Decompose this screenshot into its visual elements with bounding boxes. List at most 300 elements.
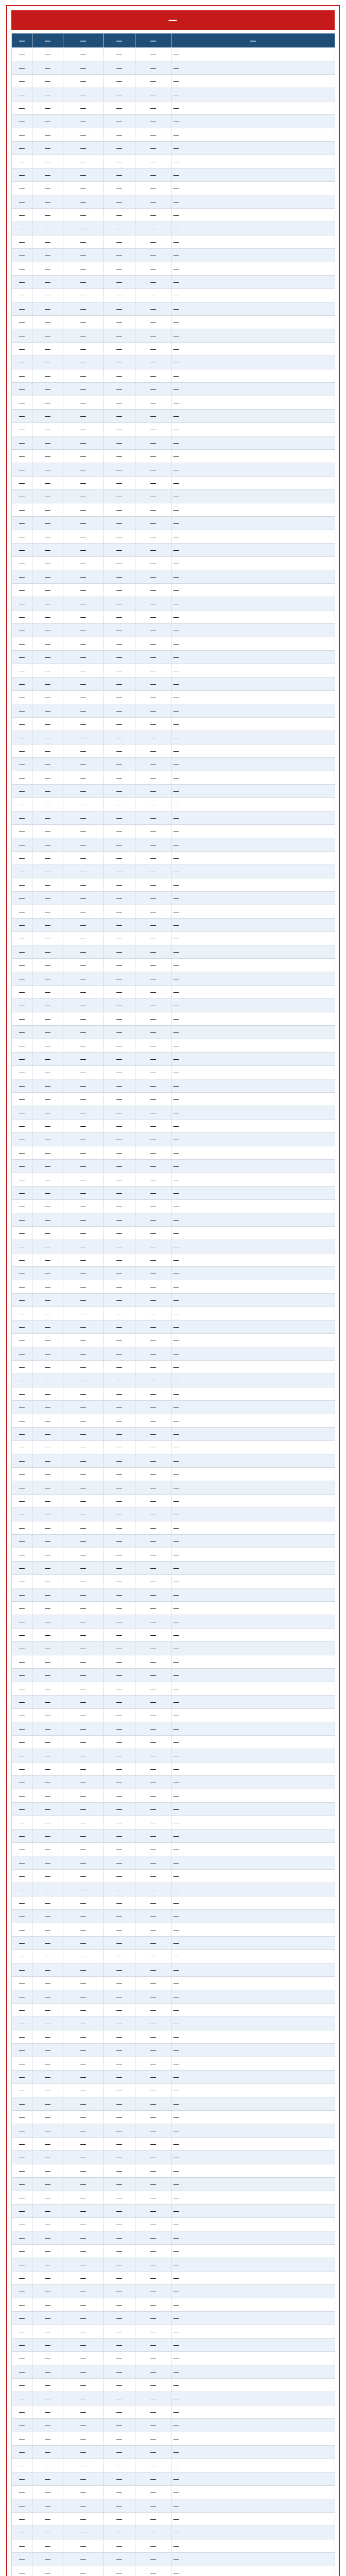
cell-no: — [12, 2472, 32, 2486]
cell-name: — [103, 383, 135, 396]
cell-stage: — [32, 1374, 63, 1387]
cell-name: — [103, 2030, 135, 2044]
cell-subject: — [63, 222, 103, 235]
cell-area: — [135, 356, 171, 369]
cell-area: — [135, 1053, 171, 1066]
cell-subject: — [63, 1160, 103, 1173]
cell-area: — [135, 222, 171, 235]
cell-no: — [12, 1521, 32, 1535]
cell-area: — [135, 195, 171, 209]
cell-subject: — [63, 691, 103, 704]
cell-stage: — [32, 2097, 63, 2111]
table-row [12, 1535, 335, 1548]
cell-school: — [171, 2513, 335, 2526]
cell-subject: — [63, 1320, 103, 1334]
table-row [12, 1602, 335, 1615]
cell-stage: — [32, 302, 63, 316]
cell-no: — [12, 691, 32, 704]
cell-subject: — [63, 1963, 103, 1977]
cell-area: — [135, 2057, 171, 2071]
cell-no: — [12, 1441, 32, 1454]
cell-no: — [12, 1629, 32, 1642]
table-row [12, 1669, 335, 1682]
cell-no: — [12, 2017, 32, 2030]
cell-no: — [12, 1937, 32, 1950]
cell-area: — [135, 503, 171, 517]
cell-area: — [135, 999, 171, 1012]
cell-name: — [103, 2526, 135, 2539]
table-row [12, 1548, 335, 1562]
cell-no: — [12, 1602, 32, 1615]
table-row [12, 999, 335, 1012]
cell-subject: — [63, 999, 103, 1012]
cell-stage: — [32, 1267, 63, 1280]
cell-name: — [103, 2379, 135, 2392]
table-row [12, 1012, 335, 1026]
cell-stage: — [32, 557, 63, 570]
cell-area: — [135, 731, 171, 744]
cell-no: — [12, 677, 32, 691]
cell-school: — [171, 517, 335, 530]
cell-name: — [103, 1923, 135, 1937]
cell-name: — [103, 1937, 135, 1950]
cell-name: — [103, 731, 135, 744]
cell-no: — [12, 1803, 32, 1816]
cell-no: — [12, 1870, 32, 1883]
cell-no: — [12, 302, 32, 316]
table-row [12, 811, 335, 825]
cell-no: — [12, 1655, 32, 1669]
cell-subject: — [63, 1562, 103, 1575]
cell-subject: — [63, 1923, 103, 1937]
cell-subject: — [63, 637, 103, 651]
table-row [12, 88, 335, 101]
cell-subject: — [63, 2030, 103, 2044]
cell-no: — [12, 356, 32, 369]
cell-no: — [12, 235, 32, 249]
cell-name: — [103, 1053, 135, 1066]
cell-name: — [103, 691, 135, 704]
cell-name: — [103, 142, 135, 155]
cell-stage: — [32, 2472, 63, 2486]
cell-area: — [135, 1655, 171, 1669]
cell-no: — [12, 1187, 32, 1200]
cell-school: — [171, 1253, 335, 1267]
cell-school: — [171, 691, 335, 704]
cell-school: — [171, 731, 335, 744]
table-row [12, 1762, 335, 1776]
cell-school: — [171, 718, 335, 731]
cell-subject: — [63, 2459, 103, 2472]
cell-name: — [103, 1521, 135, 1535]
cell-school: — [171, 1762, 335, 1776]
cell-subject: — [63, 2258, 103, 2272]
cell-school: — [171, 704, 335, 718]
header-no: — [12, 33, 32, 48]
cell-area: — [135, 2138, 171, 2151]
cell-area: — [135, 2419, 171, 2432]
cell-no: — [12, 1401, 32, 1414]
cell-stage: — [32, 222, 63, 235]
cell-subject: — [63, 503, 103, 517]
cell-no: — [12, 557, 32, 570]
cell-school: — [171, 1776, 335, 1789]
cell-name: — [103, 101, 135, 115]
cell-stage: — [32, 1093, 63, 1106]
cell-school: — [171, 1361, 335, 1374]
cell-stage: — [32, 1829, 63, 1843]
cell-name: — [103, 2218, 135, 2231]
cell-school: — [171, 249, 335, 262]
cell-stage: — [32, 168, 63, 182]
cell-no: — [12, 1066, 32, 1079]
cell-school: — [171, 1883, 335, 1896]
cell-stage: — [32, 637, 63, 651]
cell-stage: — [32, 1749, 63, 1762]
cell-name: — [103, 865, 135, 878]
cell-name: — [103, 905, 135, 919]
cell-no: — [12, 1990, 32, 2004]
cell-school: — [171, 2138, 335, 2151]
cell-school: — [171, 276, 335, 289]
table-row [12, 2365, 335, 2379]
cell-area: — [135, 369, 171, 383]
cell-name: — [103, 892, 135, 905]
cell-stage: — [32, 986, 63, 999]
cell-school: — [171, 2084, 335, 2097]
cell-name: — [103, 1655, 135, 1669]
table-row [12, 704, 335, 718]
cell-stage: — [32, 115, 63, 128]
cell-stage: — [32, 1709, 63, 1722]
cell-stage: — [32, 343, 63, 356]
table-row [12, 249, 335, 262]
cell-subject: — [63, 2486, 103, 2499]
cell-area: — [135, 1736, 171, 1749]
cell-stage: — [32, 75, 63, 88]
cell-subject: — [63, 1829, 103, 1843]
cell-stage: — [32, 356, 63, 369]
header-stage: — [32, 33, 63, 48]
cell-name: — [103, 1120, 135, 1133]
cell-name: — [103, 1950, 135, 1963]
cell-area: — [135, 1441, 171, 1454]
cell-name: — [103, 919, 135, 932]
cell-subject: — [63, 168, 103, 182]
cell-stage: — [32, 530, 63, 544]
cell-name: — [103, 1093, 135, 1106]
cell-area: — [135, 919, 171, 932]
cell-stage: — [32, 262, 63, 276]
cell-name: — [103, 2138, 135, 2151]
table-row [12, 2272, 335, 2285]
cell-school: — [171, 1481, 335, 1495]
table-row [12, 718, 335, 731]
cell-name: — [103, 1829, 135, 1843]
cell-subject: — [63, 2191, 103, 2205]
cell-name: — [103, 677, 135, 691]
cell-no: — [12, 2057, 32, 2071]
cell-stage: — [32, 2164, 63, 2178]
cell-stage: — [32, 276, 63, 289]
cell-stage: — [32, 1588, 63, 1602]
cell-name: — [103, 1816, 135, 1829]
cell-subject: — [63, 2392, 103, 2405]
cell-school: — [171, 1789, 335, 1803]
cell-stage: — [32, 1387, 63, 1401]
cell-area: — [135, 704, 171, 718]
cell-name: — [103, 410, 135, 423]
cell-name: — [103, 2231, 135, 2245]
cell-area: — [135, 2365, 171, 2379]
cell-name: — [103, 1200, 135, 1213]
cell-area: — [135, 1280, 171, 1294]
cell-school: — [171, 651, 335, 664]
cell-name: — [103, 2432, 135, 2446]
cell-stage: — [32, 1736, 63, 1749]
cell-area: — [135, 2111, 171, 2124]
cell-stage: — [32, 1253, 63, 1267]
cell-no: — [12, 1253, 32, 1267]
cell-stage: — [32, 1200, 63, 1213]
cell-name: — [103, 115, 135, 128]
cell-name: — [103, 664, 135, 677]
cell-no: — [12, 1856, 32, 1870]
header-area: — [135, 33, 171, 48]
cell-stage: — [32, 1280, 63, 1294]
cell-school: — [171, 932, 335, 945]
cell-area: — [135, 744, 171, 758]
cell-stage: — [32, 2044, 63, 2057]
cell-area: — [135, 2472, 171, 2486]
cell-school: — [171, 2379, 335, 2392]
cell-name: — [103, 2071, 135, 2084]
cell-subject: — [63, 2272, 103, 2285]
cell-school: — [171, 168, 335, 182]
cell-name: — [103, 1803, 135, 1816]
header-school: — [171, 33, 335, 48]
cell-subject: — [63, 396, 103, 410]
cell-name: — [103, 423, 135, 436]
cell-subject: — [63, 2472, 103, 2486]
cell-subject: — [63, 1334, 103, 1347]
cell-area: — [135, 2258, 171, 2272]
cell-subject: — [63, 677, 103, 691]
cell-area: — [135, 1709, 171, 1722]
table-row [12, 1856, 335, 1870]
cell-school: — [171, 316, 335, 329]
cell-school: — [171, 1963, 335, 1977]
cell-area: — [135, 838, 171, 852]
cell-subject: — [63, 932, 103, 945]
cell-no: — [12, 1160, 32, 1173]
cell-stage: — [32, 1977, 63, 1990]
cell-area: — [135, 2486, 171, 2499]
cell-no: — [12, 75, 32, 88]
cell-school: — [171, 396, 335, 410]
cell-area: — [135, 557, 171, 570]
cell-school: — [171, 1937, 335, 1950]
cell-area: — [135, 798, 171, 811]
cell-name: — [103, 503, 135, 517]
cell-school: — [171, 1749, 335, 1762]
cell-name: — [103, 2325, 135, 2338]
cell-no: — [12, 168, 32, 182]
cell-subject: — [63, 1870, 103, 1883]
cell-no: — [12, 1923, 32, 1937]
table-row [12, 1963, 335, 1977]
cell-area: — [135, 1106, 171, 1120]
cell-name: — [103, 2539, 135, 2553]
cell-area: — [135, 1012, 171, 1026]
table-row [12, 369, 335, 383]
cell-subject: — [63, 329, 103, 343]
cell-school: — [171, 1320, 335, 1334]
cell-stage: — [32, 2432, 63, 2446]
table-row [12, 2030, 335, 2044]
table-row [12, 1414, 335, 1428]
cell-subject: — [63, 1481, 103, 1495]
cell-stage: — [32, 235, 63, 249]
cell-school: — [171, 2338, 335, 2352]
cell-subject: — [63, 1227, 103, 1240]
cell-school: — [171, 2499, 335, 2513]
table-row [12, 1133, 335, 1146]
cell-name: — [103, 1307, 135, 1320]
cell-name: — [103, 1428, 135, 1441]
cell-name: — [103, 2312, 135, 2325]
cell-area: — [135, 1495, 171, 1508]
cell-stage: — [32, 1146, 63, 1160]
cell-subject: — [63, 1267, 103, 1280]
cell-name: — [103, 1749, 135, 1762]
cell-area: — [135, 1160, 171, 1173]
cell-name: — [103, 1441, 135, 1454]
table-row [12, 1320, 335, 1334]
cell-school: — [171, 2205, 335, 2218]
cell-area: — [135, 1508, 171, 1521]
table-row [12, 1789, 335, 1803]
cell-school: — [171, 2312, 335, 2325]
table-row [12, 2258, 335, 2272]
cell-name: — [103, 972, 135, 986]
cell-area: — [135, 2312, 171, 2325]
cell-area: — [135, 2245, 171, 2258]
cell-subject: — [63, 811, 103, 825]
cell-area: — [135, 651, 171, 664]
cell-name: — [103, 1481, 135, 1495]
cell-area: — [135, 1454, 171, 1468]
cell-subject: — [63, 1093, 103, 1106]
cell-subject: — [63, 1950, 103, 1963]
cell-school: — [171, 1347, 335, 1361]
cell-area: — [135, 2030, 171, 2044]
table-row [12, 932, 335, 945]
cell-no: — [12, 1307, 32, 1320]
cell-name: — [103, 2044, 135, 2057]
cell-subject: — [63, 1990, 103, 2004]
cell-area: — [135, 1066, 171, 1079]
cell-subject: — [63, 1696, 103, 1709]
cell-area: — [135, 88, 171, 101]
cell-area: — [135, 1776, 171, 1789]
cell-school: — [171, 477, 335, 490]
cell-stage: — [32, 2030, 63, 2044]
cell-stage: — [32, 1856, 63, 1870]
cell-subject: — [63, 1079, 103, 1093]
table-row [12, 1615, 335, 1629]
cell-name: — [103, 2486, 135, 2499]
cell-subject: — [63, 2057, 103, 2071]
cell-subject: — [63, 2526, 103, 2539]
table-row [12, 2111, 335, 2124]
cell-area: — [135, 945, 171, 959]
cell-school: — [171, 2553, 335, 2566]
cell-subject: — [63, 1039, 103, 1053]
cell-name: — [103, 1347, 135, 1361]
cell-school: — [171, 1120, 335, 1133]
cell-area: — [135, 771, 171, 785]
cell-area: — [135, 1937, 171, 1950]
cell-name: — [103, 1696, 135, 1709]
table-row [12, 570, 335, 584]
cell-stage: — [32, 1789, 63, 1803]
cell-no: — [12, 771, 32, 785]
cell-stage: — [32, 1816, 63, 1829]
cell-area: — [135, 1816, 171, 1829]
cell-area: — [135, 1642, 171, 1655]
cell-stage: — [32, 2312, 63, 2325]
cell-subject: — [63, 2151, 103, 2164]
cell-no: — [12, 1361, 32, 1374]
cell-subject: — [63, 1414, 103, 1428]
cell-name: — [103, 798, 135, 811]
cell-subject: — [63, 1253, 103, 1267]
cell-name: — [103, 1562, 135, 1575]
cell-school: — [171, 986, 335, 999]
cell-area: — [135, 2164, 171, 2178]
cell-no: — [12, 1709, 32, 1722]
table-row [12, 1829, 335, 1843]
cell-area: — [135, 1977, 171, 1990]
cell-subject: — [63, 2164, 103, 2178]
table-row [12, 1294, 335, 1307]
cell-school: — [171, 2030, 335, 2044]
cell-area: — [135, 785, 171, 798]
cell-name: — [103, 1642, 135, 1655]
cell-subject: — [63, 410, 103, 423]
cell-area: — [135, 436, 171, 450]
cell-subject: — [63, 624, 103, 637]
cell-no: — [12, 2231, 32, 2245]
cell-name: — [103, 999, 135, 1012]
cell-stage: — [32, 1963, 63, 1977]
cell-stage: — [32, 624, 63, 637]
cell-subject: — [63, 155, 103, 168]
cell-stage: — [32, 1441, 63, 1454]
cell-no: — [12, 276, 32, 289]
cell-name: — [103, 1870, 135, 1883]
cell-subject: — [63, 48, 103, 61]
table-row [12, 584, 335, 597]
cell-name: — [103, 1736, 135, 1749]
cell-name: — [103, 2459, 135, 2472]
cell-no: — [12, 289, 32, 302]
cell-area: — [135, 101, 171, 115]
cell-no: — [12, 61, 32, 75]
table-row [12, 1937, 335, 1950]
cell-school: — [171, 1856, 335, 1870]
